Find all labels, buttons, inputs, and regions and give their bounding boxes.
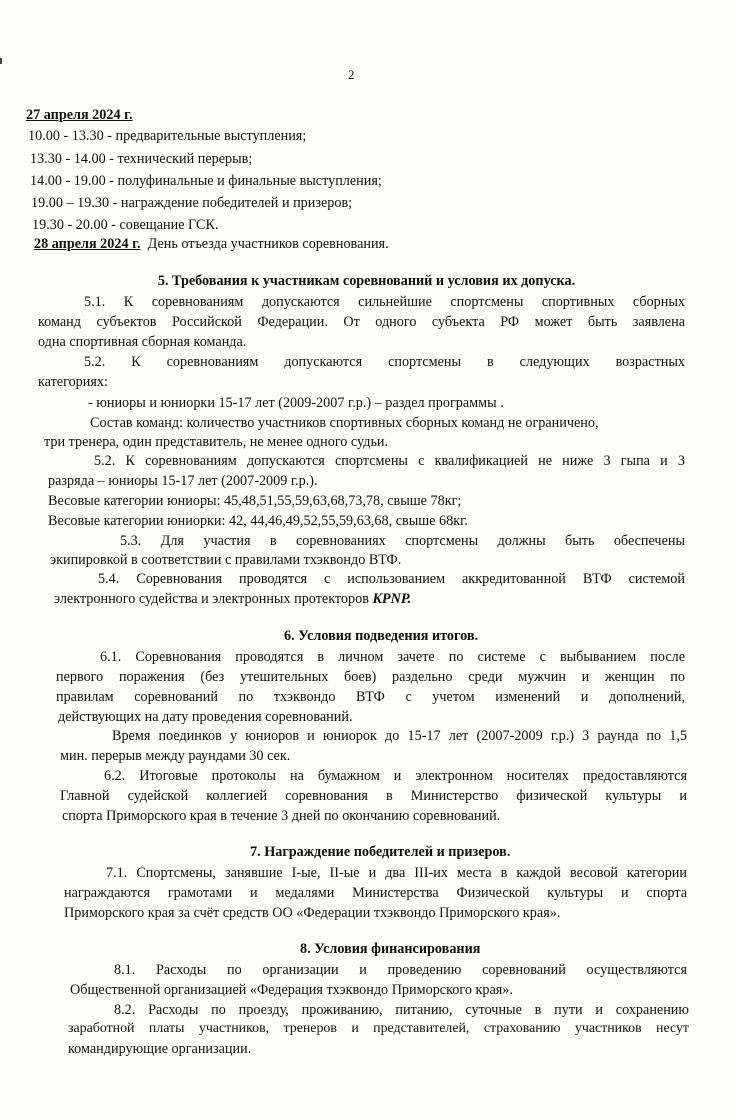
schedule-row: 13.30 - 14.00 - технический перерыв; <box>30 151 253 167</box>
section-5-line: 5.4. Соревнования проводятся с использованием аккредитованной ВТФ системой <box>98 571 685 587</box>
section-5-title: 5. Требования к участникам соревнований и условия их допуска. <box>157 273 576 289</box>
section-5-line: одна спортивная сборная команда. <box>38 334 247 350</box>
schedule-date-1: 27 апреля 2024 г. <box>26 107 133 123</box>
section-8-line: 8.2. Расходы по проезду, проживанию, питанию, суточные в пути и сохранению <box>114 1002 689 1018</box>
section-5-line: 5.3. Для участия в соревнованиях спортсмены должны быть обеспечены <box>120 533 685 549</box>
section-5-line: экипировкой в соответствии с правилами тхэквондо ВТФ. <box>50 552 402 568</box>
section-5-line: электронного судейства и электронных протекторов <box>54 591 369 607</box>
section-8-line: Общественной организацией «Федерация тхэквондо Приморского края». <box>70 982 513 998</box>
section-5-line: разряда – юниоры 15-17 лет (2007-2009 г.р.). <box>48 473 318 489</box>
section-7-title: 7. Награждение победителей и призеров. <box>250 844 511 860</box>
schedule-row: 19.00 – 19.30 - награждение победителей и призеров; <box>31 195 353 211</box>
section-5-line: - юниоры и юниорки 15-17 лет (2009-2007 г.р.) – раздел программы . <box>88 395 504 411</box>
section-6-line: мин. перерыв между раундами 30 сек. <box>60 748 291 764</box>
section-6-line: первого поражения (без утешительных боев) раздельно среди мужчин и женщин по <box>56 669 685 685</box>
page-number: 2 <box>348 67 355 82</box>
section-5-line: команд субъектов Российской Федерации. От одного субъекта РФ может быть заявлена <box>38 314 685 330</box>
kpnp-text: KPNP. <box>372 591 412 607</box>
section-5-line: 5.2. К соревнованиям допускаются спортсмены в следующих возрастных <box>84 354 685 370</box>
section-6-line: Время поединков у юниоров и юниорок до 15-17 лет (2007-2009 г.р.) 3 раунда по 1,5 <box>112 728 687 744</box>
section-6-title: 6. Условия подведения итогов. <box>284 628 479 644</box>
section-8-line: 8.1. Расходы по организации и проведению соревнований осуществляются <box>114 962 687 978</box>
section-6-line: правилам соревнований по тхэквондо ВТФ с учетом изменений и дополнений, <box>56 689 685 705</box>
schedule-date-2-text: День отъезда участников соревнования. <box>147 236 389 252</box>
section-5-line: 5.2. К соревнованиям допускаются спортсмены с квалификацией не ниже 3 гыпа и 3 <box>94 453 685 469</box>
scan-speck <box>0 58 2 64</box>
section-8-line: командирующие организации. <box>68 1041 252 1057</box>
section-6-line: 6.2. Итоговые протоколы на бумажном и электронном носителях предоставляются <box>104 768 687 784</box>
section-5-line-last <box>54 590 411 608</box>
section-7-line: 7.1. Спортсмены, занявшие I-ые, II-ые и два III-их места в каждой весовой категории <box>106 865 687 881</box>
section-7-line: награждаются грамотами и медалями Министерства Физической культуры и спорта <box>64 885 687 901</box>
schedule-row: 10.00 - 13.30 - предварительные выступления; <box>28 128 307 144</box>
section-6-line: 6.1. Соревнования проводятся в личном зачете по системе с выбыванием после <box>100 649 685 665</box>
section-5-line: категориях: <box>38 374 108 390</box>
schedule-row: 19.30 - 20.00 - совещание ГСК. <box>32 217 219 233</box>
section-8-title: 8. Условия финансирования <box>300 941 481 957</box>
schedule-date-2: 28 апреля 2024 г. <box>34 236 141 252</box>
section-8-line: заработной платы участников, тренеров и представителей, страхованию участников несут <box>68 1021 689 1036</box>
section-6-line: действующих на дату проведения соревнований. <box>58 709 353 725</box>
section-5-line: 5.1. К соревнованиям допускаются сильнейшие спортсмены спортивных сборных <box>84 294 685 310</box>
section-5-line: Состав команд: количество участников спортивных сборных команд не ограничено, <box>90 415 599 431</box>
section-5-line: три тренера, один представитель, не менее одного судьи. <box>44 434 389 450</box>
schedule-row: 14.00 - 19.00 - полуфинальные и финальные выступления; <box>30 173 382 189</box>
section-6-line: спорта Приморского края в течение 3 дней по окончанию соревнований. <box>62 808 501 824</box>
schedule-date-2-line <box>34 235 389 253</box>
section-6-line: Главной судейской коллегией соревнования в Министерство физической культуры и <box>60 788 687 804</box>
section-7-line: Приморского края за счёт средств ОО «Федерации тхэквондо Приморского края». <box>64 905 561 921</box>
section-5-line: Весовые категории юниоры: 45,48,51,55,59,63,68,73,78, свыше 78кг; <box>48 493 462 509</box>
section-5-line: Весовые категории юниорки: 42, 44,46,49,52,55,59,63,68, свыше 68кг. <box>48 513 468 529</box>
